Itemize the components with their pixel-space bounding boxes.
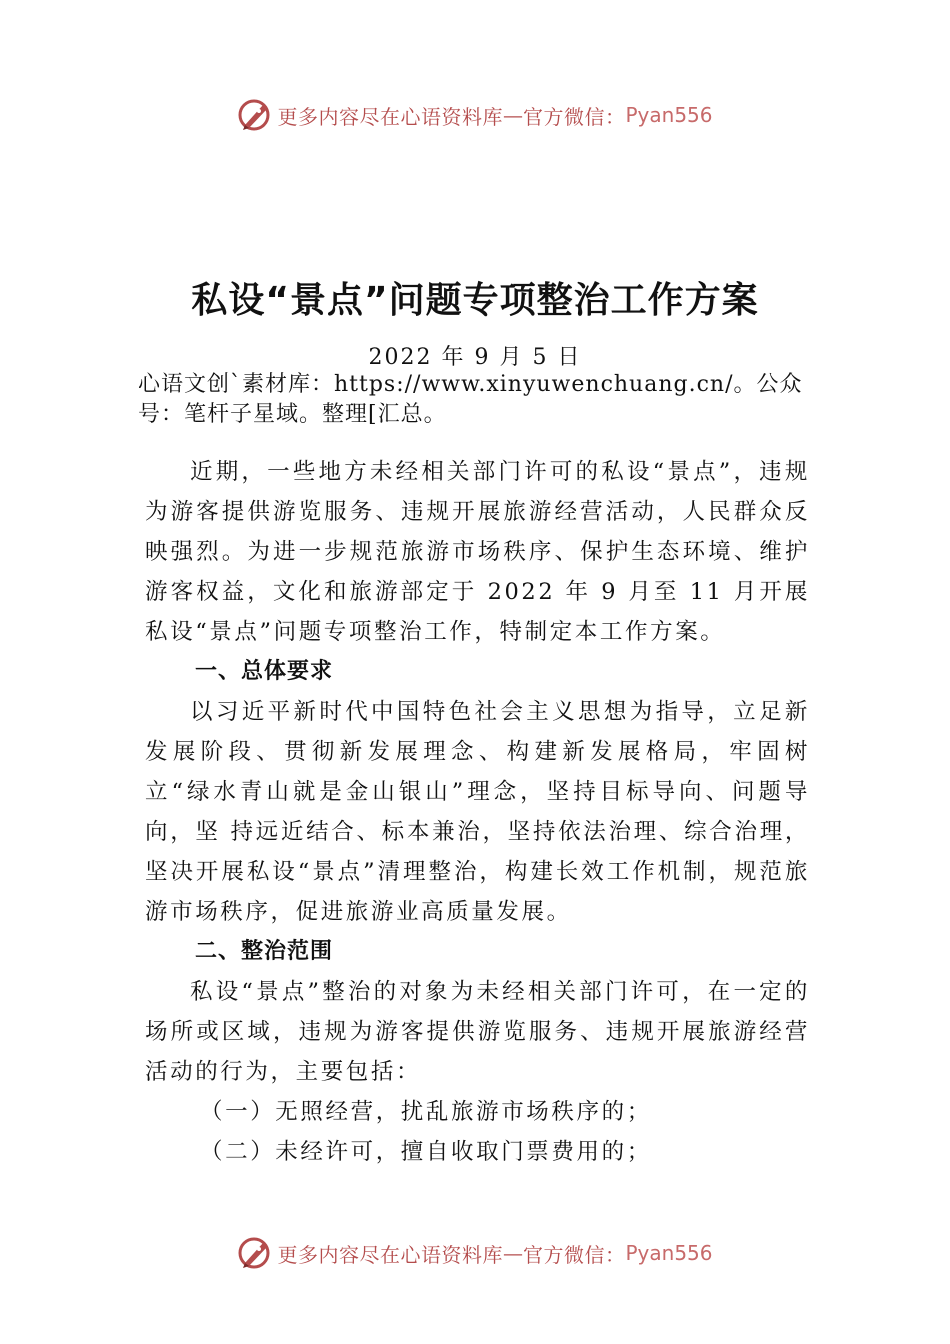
pen-logo-icon xyxy=(237,1235,273,1271)
watermark-wechat-label: 官方微信： xyxy=(522,1242,626,1267)
scope-paragraph: 私设“景点”整治的对象为未经相关部门许可，在一定的场所或区域，违规为游客提供游览服务、违规开展旅游经营活动的行为，主要包括： xyxy=(145,979,810,1085)
pen-logo-icon xyxy=(237,97,273,133)
document-source-note: 心语文创`素材库：https://www.xinyuwenchuang.cn/。公众号：笔杆子星域。整理[汇总。 xyxy=(138,372,803,427)
document-title: 私设“景点”问题专项整治工作方案 xyxy=(191,280,759,321)
watermark-separator: — xyxy=(502,103,523,127)
watermark-text: 更多内容尽在心语资料库 xyxy=(277,1242,503,1267)
section-heading-general-requirements: 一、总体要求 xyxy=(195,659,334,684)
watermark-wechat-id: Pyan556 xyxy=(625,103,713,127)
watermark-wechat-label: 官方微信： xyxy=(522,104,626,129)
section-heading-scope: 二、整治范围 xyxy=(195,939,334,964)
watermark-separator: — xyxy=(502,1241,523,1265)
document-body xyxy=(145,452,810,1172)
general-requirements-paragraph: 以习近平新时代中国特色社会主义思想为指导，立足新发展阶段、贯彻新发展理念、构建新发展格局，牢固树立“绿水青山就是金山银山”理念，坚持目标导向、问题导向，坚 持远近结合、标本兼治，坚持依法治理、综合治理，坚决开展私设“景点”清理整治，构建长效工作机制，规范旅游市场秩序，促进旅游业高质量发展。 xyxy=(145,699,810,925)
watermark-text: 更多内容尽在心语资料库 xyxy=(277,104,503,129)
list-item: （二）未经许可，擅自收取门票费用的； xyxy=(200,1139,652,1165)
document-date: 2022 年 9 月 5 日 xyxy=(368,345,582,370)
watermark-banner-bottom xyxy=(0,1233,950,1273)
intro-paragraph: 近期，一些地方未经相关部门许可的私设“景点”，违规为游客提供游览服务、违规开展旅游经营活动，人民群众反映强烈。为进一步规范旅游市场秩序、保护生态环境、维护游客权益，文化和旅游部定于 2022 年 9 月至 11 月开展私设“景点”问题专项整治工作，特制定本工作方案。 xyxy=(145,459,810,645)
watermark-wechat-id: Pyan556 xyxy=(625,1241,713,1265)
watermark-banner-top xyxy=(0,95,950,135)
list-item: （一）无照经营，扰乱旅游市场秩序的； xyxy=(200,1099,652,1125)
